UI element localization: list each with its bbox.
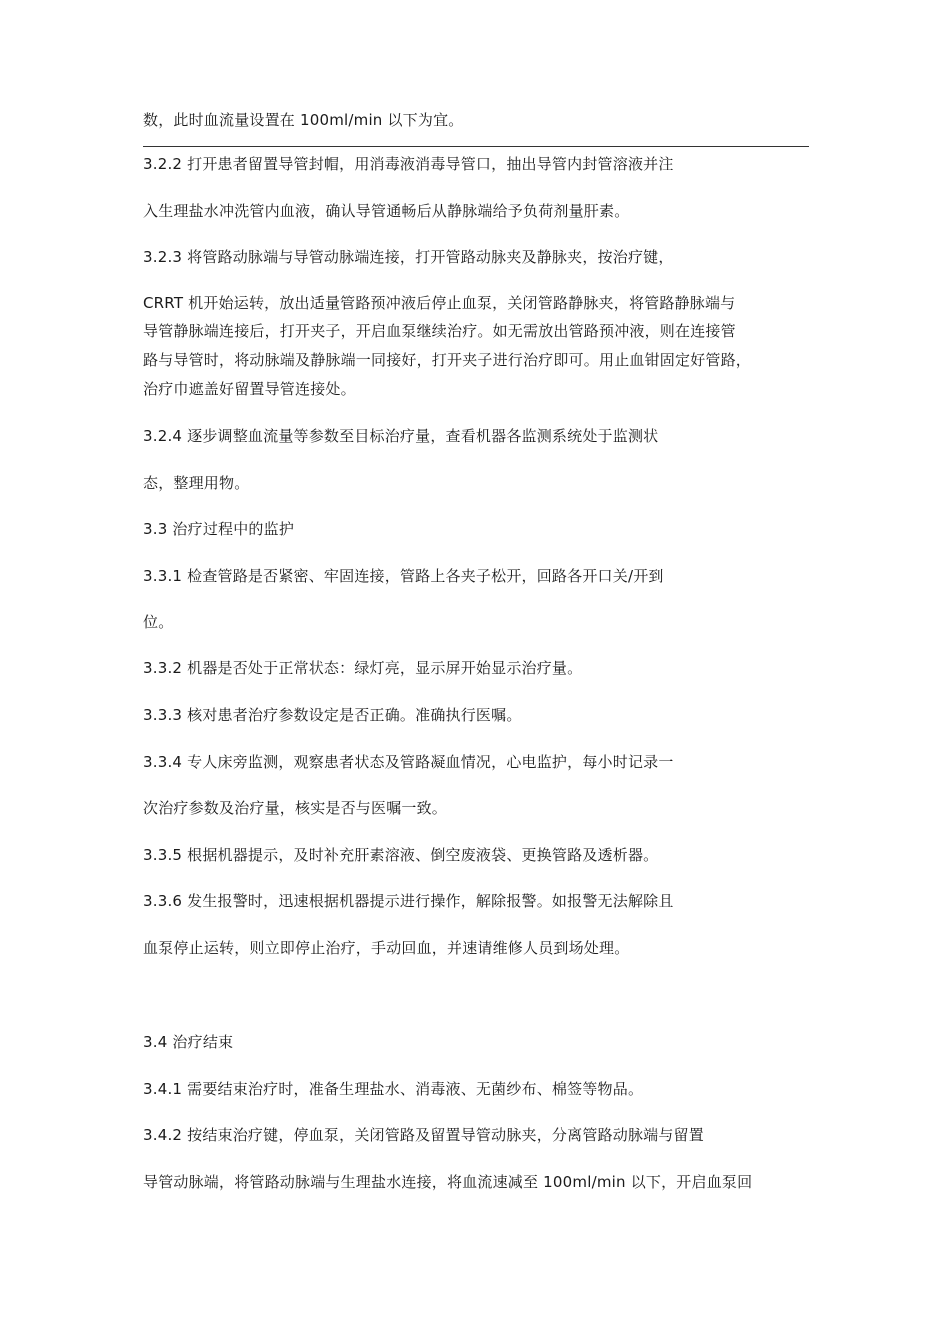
section-heading: 3.4 治疗结束 [143, 1033, 234, 1051]
text-line: 3.2.3 将管路动脉端与导管动脉端连接，打开管路动脉夹及静脉夹，按治疗键， [143, 248, 674, 266]
text-line: 血泵停止运转，则立即停止治疗，手动回血，并速请维修人员到场处理。 [143, 939, 630, 957]
text-line: 位。 [143, 613, 174, 631]
text-line: 3.3.4 专人床旁监测，观察患者状态及管路凝血情况，心电监护，每小时记录一 [143, 753, 674, 771]
text-line: 路与导管时，将动脉端及静脉端一同接好，打开夹子进行治疗即可。用止血钳固定好管路， [143, 351, 752, 369]
text-line: 导管静脉端连接后，打开夹子，开启血泵继续治疗。如无需放出管路预冲液，则在连接管 [143, 322, 736, 340]
text-line: 3.3.3 核对患者治疗参数设定是否正确。准确执行医嘱。 [143, 706, 522, 724]
text-line: 3.4.1 需要结束治疗时，准备生理盐水、消毒液、无菌纱布、棉签等物品。 [143, 1080, 644, 1098]
text-line: 导管动脉端，将管路动脉端与生理盐水连接，将血流速减至 100ml/min 以下，开启血泵回 [143, 1173, 753, 1191]
text-line: 3.2.2 打开患者留置导管封帽，用消毒液消毒导管口，抽出导管内封管溶液并注 [143, 155, 674, 173]
text-line: 态，整理用物。 [143, 474, 250, 492]
text-line: 入生理盐水冲洗管内血液，确认导管通畅后从静脉端给予负荷剂量肝素。 [143, 202, 630, 220]
text-line: CRRT 机开始运转，放出适量管路预冲液后停止血泵，关闭管路静脉夹，将管路静脉端与 [143, 294, 736, 312]
section-heading: 3.3 治疗过程中的监护 [143, 520, 295, 538]
text-line: 3.3.2 机器是否处于正常状态：绿灯亮，显示屏开始显示治疗量。 [143, 659, 583, 677]
text-line: 3.2.4 逐步调整血流量等参数至目标治疗量，查看机器各监测系统处于监测状 [143, 427, 659, 445]
text-line: 数，此时血流量设置在 100ml/min 以下为宜。 [143, 111, 464, 129]
text-line: 3.3.1 检查管路是否紧密、牢固连接，管路上各夹子松开，回路各开口关/开到 [143, 567, 664, 585]
text-line: 治疗巾遮盖好留置导管连接处。 [143, 380, 356, 398]
horizontal-rule [143, 146, 809, 147]
text-line: 次治疗参数及治疗量，核实是否与医嘱一致。 [143, 799, 448, 817]
text-line: 3.4.2 按结束治疗键，停血泵，关闭管路及留置导管动脉夹，分离管路动脉端与留置 [143, 1126, 704, 1144]
text-line: 3.3.5 根据机器提示，及时补充肝素溶液、倒空废液袋、更换管路及透析器。 [143, 846, 659, 864]
text-line: 3.3.6 发生报警时，迅速根据机器提示进行操作，解除报警。如报警无法解除且 [143, 892, 674, 910]
